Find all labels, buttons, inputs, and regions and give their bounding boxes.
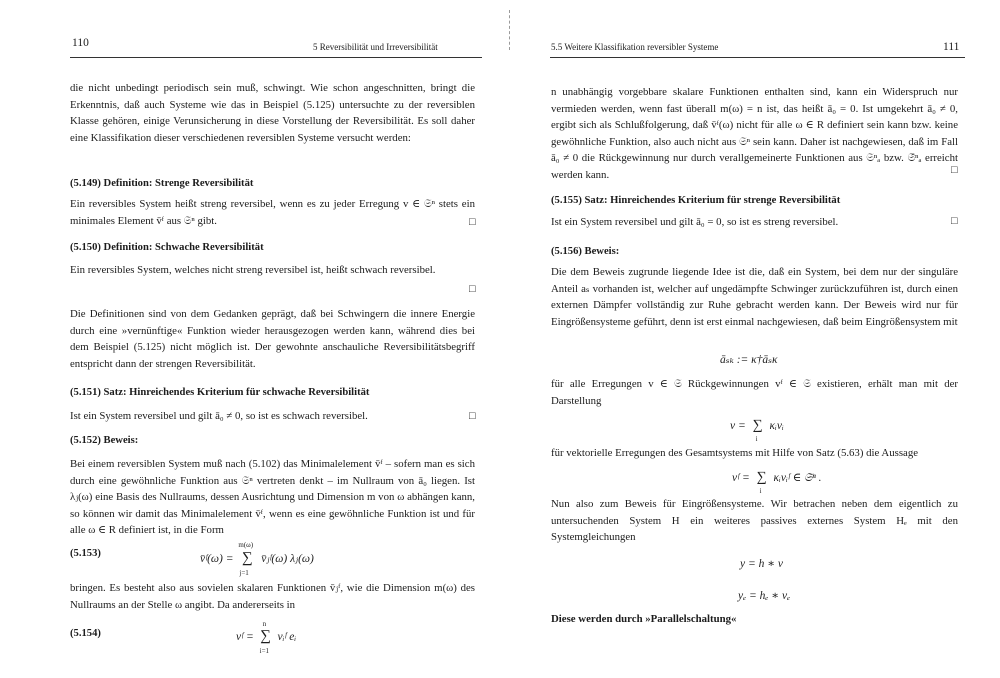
- sum-sign: ∑: [752, 418, 763, 433]
- equation-rhs: vᵢᶠ eᵢ: [277, 631, 297, 643]
- sum-lower-limit: i: [755, 435, 758, 443]
- system-equation-1: y = h ∗ v: [740, 558, 784, 570]
- recovery-paragraph: für alle Erregungen v ∈ 𝔖 Rückgewinnungen vᶠ ∈ 𝔖 existieren, erhält man mit der Darstellung: [551, 378, 958, 407]
- equation-number: (5.154): [70, 628, 101, 639]
- intro-paragraph: die nicht unbedingt periodisch sein muß, schwingt. Wie schon angeschnitten, bringt die Erkenntnis, daß auch Systeme wie das in Beispiel (5.125) untersuchte zu der reversiblen Klasse gehören, einige Verunsicherung in diese Vorstellung der Reversibilität. Es soll daher eine Klassifikation dieser verschiedenen reversiblen Systeme versucht werden:: [70, 82, 475, 144]
- opening-paragraph: n unabhängig vorgebbare skalare Funktionen enthalten sind, kann ein Widerspruch nur vermieden werden, wenn fast überall m(ω) = n ist, das heißt ā₀ = 0. Ist umgekehrt ā₀ ≠ 0, ergibt sich als Schlußfolgerung, daß v̄ᶠ(ω) nicht für alle ω ∈ R definiert sein kann bzw. keine gewöhnliche Funktion, also auch nicht aus 𝔖ⁿ sein kann. Daher ist nachgewiesen, daß im Fall ā₀ ≠ 0 die Rückgewinnung nur durch verallgemeinerte Funktionen aus 𝔖ⁿₐ bzw. 𝔖̂ⁿₐ erreicht werden kann.: [551, 86, 958, 181]
- equation-lhs: vᶠ =: [236, 631, 254, 643]
- discussion-paragraph: Die Definitionen sind von dem Gedanken geprägt, daß bei Schwingern die innere Energie durch eine »vernünftige« Funktion wieder herausgezogen werden kann, während dies bei dem Beispiel (5.125) nicht möglich ist. Der gewohnte anschauliche Reversibilitätsbegriff entspricht dann der strengen Reversibilität.: [70, 308, 475, 370]
- sum-lower-limit: j=1: [239, 569, 249, 577]
- sum-upper-limit: n: [262, 620, 267, 628]
- equation-rhs: v̄ⱼᶠ(ω) λⱼ(ω): [261, 553, 314, 565]
- equation-lhs: v =: [730, 420, 746, 432]
- proof-5-152-text: Bei einem reversiblen System muß nach (5.102) das Minimalelement v̄ᶠ – sofern man es sich durch eine gewöhnliche Funktion aus 𝔖ⁿ vertreten denkt – im Nullraum von ā₀ liegen. Ist λⱼ(ω) eine Basis des Nullraums, dessen Ausrichtung und Dimension m von ω abhängen kann, so können wir damit das Minimalelement v̄ᶠ, wenn es eine gewöhnliche Funktion ist und für alle ω ∈ R definiert ist, in die Form: [70, 458, 475, 537]
- equation-lhs: vᶠ =: [732, 472, 750, 484]
- definition-5-149-text: Ein reversibles System heißt streng reversibel, wenn es zu jeder Erregung v ∈ 𝔖ⁿ stets ein minimales Element v̄ᶠ aus 𝔖ⁿ gibt.: [70, 198, 475, 227]
- statement-paragraph: für vektorielle Erregungen des Gesamtsystems mit Hilfe von Satz (5.63) die Aussage: [551, 447, 919, 459]
- page-number: 111: [943, 41, 960, 53]
- qed-mark: □: [469, 410, 476, 422]
- qed-mark: □: [951, 215, 958, 227]
- theorem-5-151-text: Ist ein System reversibel und gilt ā₀ ≠ 0, so ist es schwach reversibel.: [70, 410, 368, 422]
- equation-5-153: [200, 541, 314, 577]
- running-head: 5 Reversibilität und Irreversibilität: [313, 42, 438, 52]
- continuation-paragraph: bringen. Es besteht also aus sovielen skalaren Funktionen v̄ⱼᶠ, wie die Dimension m(ω) des Nullraums an der Stelle ω angibt. Da andererseits in: [70, 582, 475, 611]
- definition-5-149-heading: (5.149) Definition: Strenge Reversibilität: [70, 178, 254, 189]
- header-rule: [550, 57, 965, 58]
- equation-rhs: κᵢvᵢᶠ ∈ 𝔖ⁿ .: [773, 472, 822, 484]
- closing-line: Diese werden durch »Parallelschaltung«: [551, 613, 737, 625]
- equation-5-154: [236, 620, 297, 655]
- equation-representation: [730, 418, 784, 443]
- proof-5-156-heading: (5.156) Beweis:: [551, 246, 620, 257]
- equation-statement: [732, 470, 822, 495]
- right-page: [500, 0, 1000, 678]
- sum-upper-limit: m(ω): [238, 541, 254, 549]
- definition-5-150-text: Ein reversibles System, welches nicht streng reversibel ist, heißt schwach reversibel.: [70, 264, 436, 276]
- qed-mark: □: [469, 216, 476, 228]
- equation-rhs: κᵢvᵢ: [769, 420, 784, 432]
- equation-lhs: v̄ᶠ(ω) =: [200, 553, 234, 565]
- sum-lower-limit: i: [759, 487, 762, 495]
- qed-mark: □: [951, 164, 958, 176]
- proof-5-152-heading: (5.152) Beweis:: [70, 435, 139, 446]
- page-number: 110: [72, 37, 89, 49]
- equation-definition: āₛₖ := κ†āₛκ: [720, 354, 778, 366]
- system-equation-2: yₑ = hₑ ∗ vₑ: [738, 590, 791, 602]
- proof-5-156-text: Die dem Beweis zugrunde liegende Idee ist die, daß ein System, bei dem nur der singuläre Anteil aₛ vorhanden ist, welcher auf ungedämpfte Schwinger zurückzuführen ist, durch einen externen Dämpfer vollständig zur Ruhe gebracht werden kann. Der Beweis wird nur für Eingrößensysteme geführt, denn ist erst einmal nachgewiesen, daß beim Eingrößensystem mit: [551, 266, 958, 328]
- equation-number: (5.153): [70, 548, 101, 559]
- qed-mark: □: [469, 283, 476, 295]
- running-head: 5.5 Weitere Klassifikation reversibler Systeme: [551, 42, 719, 52]
- sum-lower-limit: i=1: [259, 647, 270, 655]
- sum-sign: ∑: [756, 470, 767, 485]
- sum-sign: ∑: [242, 550, 253, 566]
- theorem-5-155-heading: (5.155) Satz: Hinreichendes Kriterium für strenge Reversibilität: [551, 195, 841, 206]
- system-paragraph: Nun also zum Beweis für Eingrößensysteme. Wir betrachen neben dem eigentlich zu untersuchenden System H ein weiteres passives externes System Hₑ mit den Systemgleichungen: [551, 498, 958, 544]
- theorem-5-155-text: Ist ein System reversibel und gilt ā₀ = 0, so ist es streng reversibel.: [551, 216, 839, 228]
- sum-sign: ∑: [260, 628, 271, 644]
- definition-5-150-heading: (5.150) Definition: Schwache Reversibilität: [70, 242, 264, 253]
- theorem-5-151-heading: (5.151) Satz: Hinreichendes Kriterium für schwache Reversibilität: [70, 387, 370, 398]
- header-rule: [70, 57, 482, 58]
